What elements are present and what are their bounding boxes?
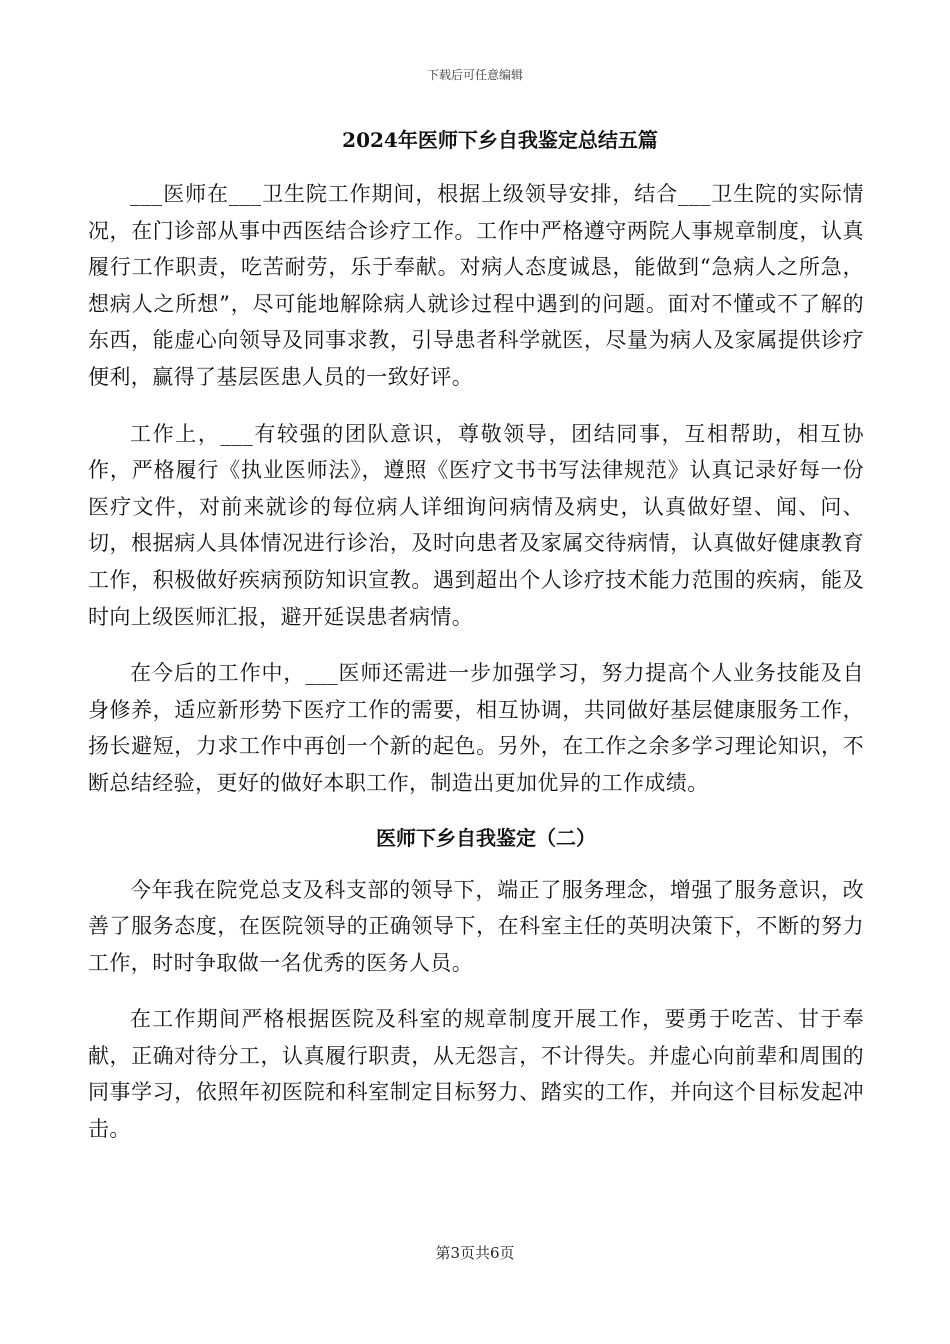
paragraph: 工作上，___有较强的团队意识，尊敬领导，团结同事，互相帮助，相互协作，严格履行《执业医师法》，遵照《医疗文书书写法律规范》认真记录好每一份医疗文件，对前来就诊的每位病人详细询问病情及病史，认真做好望、闻、问、切，根据病人具体情况进行诊治，及时向患者及家属交待病情，认真做好健康教育工作，积极做好疾病预防知识宣教。遇到超出个人诊疗技术能力范围的疾病，能及时向上级医师汇报，避开延误患者病情。 bbox=[88, 421, 864, 629]
paragraph: ___医师在___卫生院工作期间，根据上级领导安排，结合___卫生院的实际情况，在门诊部从事中西医结合诊疗工作。工作中严格遵守两院人事规章制度，认真履行工作职责，吃苦耐劳，乐于奉献。对病人态度诚恳，能做到“急病人之所急，想病人之所想”，尽可能地解除病人就诊过程中遇到的问题。面对不懂或不了解的东西，能虚心向领导及同事求教，引导患者科学就医，尽量为病人及家属提供诊疗便利，赢得了基层医患人员的一致好评。 bbox=[88, 182, 864, 389]
paragraph: 今年我在院党总支及科支部的领导下，端正了服务理念，增强了服务意识，改善了服务态度，在医院领导的正确领导下，在科室主任的英明决策下，不断的努力工作，时时争取做一名优秀的医务人员。 bbox=[88, 877, 864, 975]
header-note: 下载后可任意编辑 bbox=[426, 68, 523, 82]
page-indicator: 第3页共6页 bbox=[435, 1244, 515, 1262]
document-title: 2024年医师下乡自我鉴定总结五篇 bbox=[342, 128, 658, 152]
document-body bbox=[88, 176, 864, 1168]
paragraph: 在今后的工作中，___医师还需进一步加强学习，努力提高个人业务技能及自身修养，适应新形势下医疗工作的需要，相互协调，共同做好基层健康服务工作，扬长避短，力求工作中再创一个新的起色。另外，在工作之余多学习理论知识，不断总结经验，更好的做好本职工作，制造出更加优异的工作成绩。 bbox=[88, 661, 864, 795]
paragraph: 在工作期间严格根据医院及科室的规章制度开展工作，要勇于吃苦、甘于奉献，正确对待分工，认真履行职责，从无怨言，不计得失。并虚心向前辈和周围的同事学习，依照年初医院和科室制定目标努力、踏实的工作，并向这个目标发起冲击。 bbox=[88, 1007, 864, 1142]
section-title: 医师下乡自我鉴定（二） bbox=[376, 825, 596, 850]
